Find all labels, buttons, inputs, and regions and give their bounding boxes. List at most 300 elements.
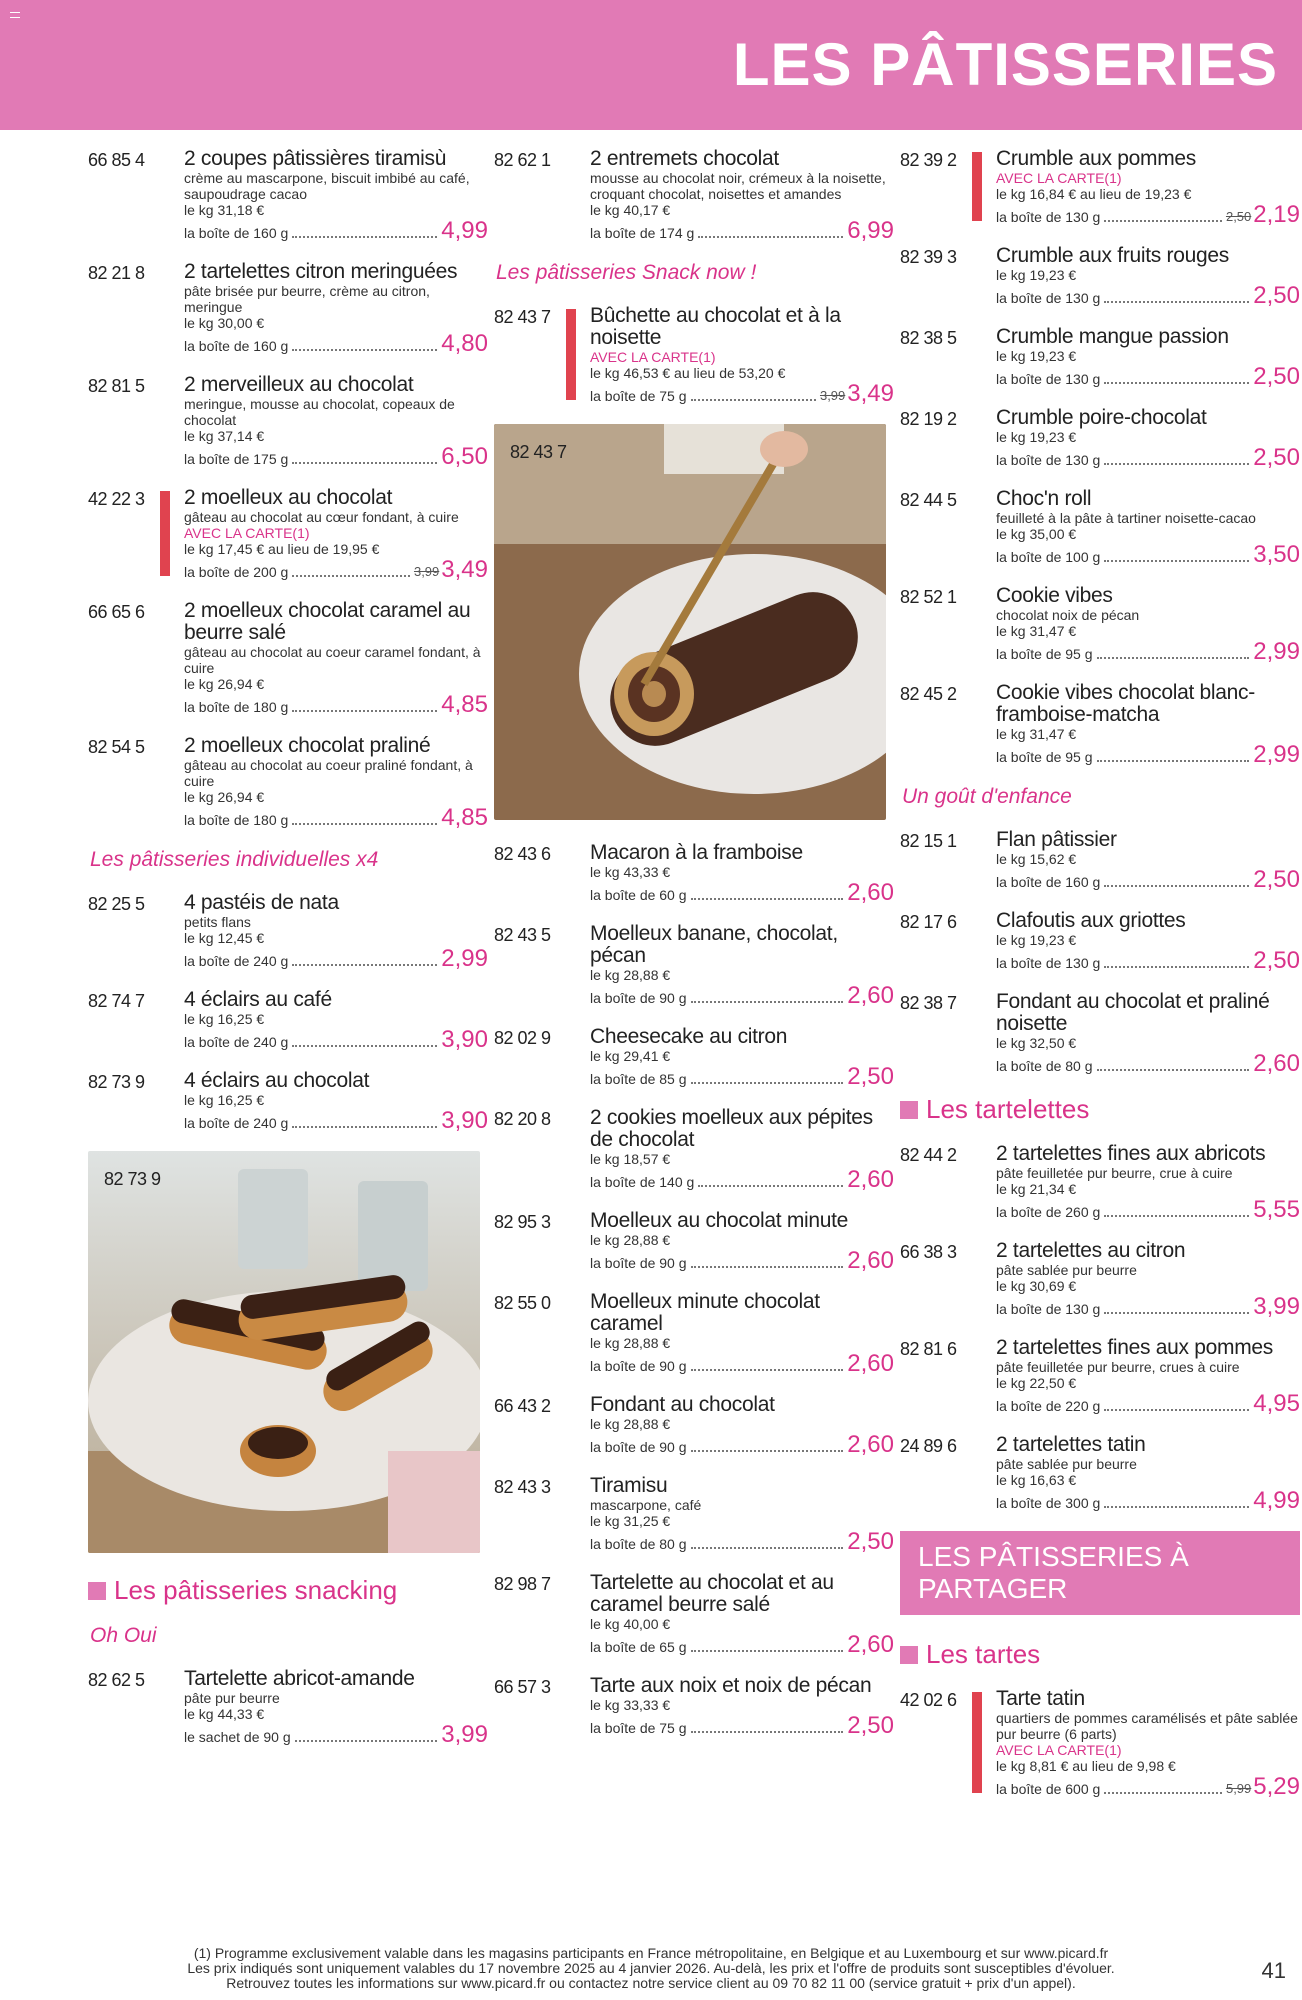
product-item <box>900 1337 1300 1416</box>
product-name: 2 tartelettes citron meringuées <box>184 260 458 283</box>
dot-leader <box>1104 220 1222 222</box>
product-code: 66 65 6 <box>88 602 145 622</box>
column-3 <box>900 148 1300 1817</box>
price-per-kg: le kg 12,45 € <box>184 930 265 946</box>
product-price: 2,50 <box>1253 444 1300 471</box>
product-code: 82 45 2 <box>900 684 957 704</box>
price-line <box>184 219 488 243</box>
package-size: la boîte de 95 g <box>996 646 1093 662</box>
product-code: 24 89 6 <box>900 1436 957 1456</box>
price-line <box>996 1392 1300 1416</box>
price-per-kg: le kg 16,84 € au lieu de 19,23 € <box>996 186 1192 202</box>
price-per-kg: le kg 31,25 € <box>590 1513 671 1529</box>
product-name: 2 tartelettes fines aux abricots <box>996 1142 1266 1165</box>
product-item <box>900 585 1300 664</box>
product-code: 66 85 4 <box>88 150 145 170</box>
loyalty-card-label: AVEC LA CARTE(1) <box>184 525 310 541</box>
product-price: 2,60 <box>847 1247 894 1274</box>
dot-leader <box>1104 1792 1222 1794</box>
product-name: 2 tartelettes tatin <box>996 1433 1146 1456</box>
product-item <box>494 1572 894 1657</box>
dot-leader <box>292 823 437 825</box>
package-size: la boîte de 60 g <box>590 887 687 903</box>
price-per-kg: le kg 30,69 € <box>996 1278 1077 1294</box>
product-name: 2 entremets chocolat <box>590 147 779 170</box>
dot-leader <box>1097 760 1250 762</box>
product-description: pâte sablée pur beurre <box>996 1456 1137 1472</box>
package-size: la boîte de 130 g <box>996 371 1101 387</box>
product-code: 82 43 5 <box>494 925 551 945</box>
price-per-kg: le kg 19,23 € <box>996 932 1077 948</box>
header-banner <box>0 0 1302 130</box>
product-code: 82 39 2 <box>900 150 957 170</box>
old-price: 3,99 <box>413 564 440 579</box>
product-code: 82 38 5 <box>900 328 957 348</box>
package-size: la boîte de 90 g <box>590 1439 687 1455</box>
price-line <box>996 1295 1300 1319</box>
product-description: mascarpone, café <box>590 1497 702 1513</box>
old-price: 2,50 <box>1225 209 1252 224</box>
price-line <box>590 1530 894 1554</box>
dot-leader <box>691 898 844 900</box>
product-name: 2 tartelettes au citron <box>996 1239 1186 1262</box>
product-code: 66 43 2 <box>494 1396 551 1416</box>
product-name: Crumble aux fruits rouges <box>996 244 1229 267</box>
price-line <box>184 806 488 830</box>
product-name: Bûchette au chocolat et à la noisette <box>590 304 841 349</box>
product-price: 4,85 <box>441 691 488 718</box>
product-code: 82 44 2 <box>900 1145 957 1165</box>
product-description: gâteau au chocolat au coeur caramel fondant, à cuire <box>184 644 481 676</box>
product-name: Crumble aux pommes <box>996 147 1197 170</box>
product-description: pâte brisée pur beurre, crème au citron, meringue <box>184 283 430 315</box>
product-price: 4,85 <box>441 804 488 831</box>
section-square-icon <box>88 1582 106 1600</box>
product-item <box>900 1143 1300 1222</box>
price-line <box>996 1775 1300 1799</box>
product-price: 2,50 <box>1253 282 1300 309</box>
product-code: 42 22 3 <box>88 489 145 509</box>
product-name: Crumble mangue passion <box>996 325 1229 348</box>
dot-leader <box>292 575 410 577</box>
package-size: la boîte de 200 g <box>184 564 289 580</box>
subsection-title: Un goût d'enfance <box>902 785 1072 808</box>
product-name: Moelleux au chocolat minute <box>590 1209 849 1232</box>
package-size: la boîte de 300 g <box>996 1495 1101 1511</box>
package-size: la boîte de 90 g <box>590 1255 687 1271</box>
product-price: 4,80 <box>441 330 488 357</box>
price-line <box>590 881 894 905</box>
dot-leader <box>691 1369 844 1371</box>
product-name: 2 merveilleux au chocolat <box>184 373 414 396</box>
footer-notes <box>0 1946 1302 1991</box>
price-per-kg: le kg 29,41 € <box>590 1048 671 1064</box>
product-code: 82 54 5 <box>88 737 145 757</box>
product-name: Tartelette abricot-amande <box>184 1667 415 1690</box>
dot-leader <box>1104 560 1249 562</box>
price-line <box>590 1433 894 1457</box>
product-code: 66 38 3 <box>900 1242 957 1262</box>
product-item <box>900 407 1300 470</box>
loyalty-card-label: AVEC LA CARTE(1) <box>996 170 1122 186</box>
price-line <box>996 284 1300 308</box>
dot-leader <box>691 1650 844 1652</box>
dot-leader <box>691 399 816 401</box>
price-line <box>590 382 894 406</box>
package-size: la boîte de 180 g <box>184 699 289 715</box>
column-2 <box>494 148 894 1756</box>
section-title: Les pâtisseries snacking <box>114 1575 398 1605</box>
package-size: la boîte de 75 g <box>590 388 687 404</box>
dot-leader <box>1104 382 1249 384</box>
col2-group2 <box>494 305 894 406</box>
price-line <box>184 693 488 717</box>
package-size: la boîte de 130 g <box>996 452 1101 468</box>
product-price: 3,49 <box>441 556 488 583</box>
package-size: la boîte de 160 g <box>184 225 289 241</box>
price-per-kg: le kg 19,23 € <box>996 267 1077 283</box>
product-code: 82 73 9 <box>88 1072 145 1092</box>
product-name: 4 éclairs au café <box>184 988 332 1011</box>
package-size: la boîte de 140 g <box>590 1174 695 1190</box>
price-line <box>184 445 488 469</box>
product-name: Fondant au chocolat <box>590 1393 775 1416</box>
price-line <box>996 203 1300 227</box>
price-per-kg: le kg 40,00 € <box>590 1616 671 1632</box>
price-line <box>996 868 1300 892</box>
product-item <box>900 488 1300 567</box>
product-item <box>494 1475 894 1554</box>
product-item <box>494 923 894 1008</box>
product-name: Moelleux banane, chocolat, pécan <box>590 922 838 967</box>
product-item <box>900 991 1300 1076</box>
dot-leader <box>1104 1506 1249 1508</box>
product-description: meringue, mousse au chocolat, copeaux de chocolat <box>184 396 455 428</box>
column-1 <box>88 148 488 1765</box>
price-per-kg: le kg 30,00 € <box>184 315 265 331</box>
package-size: la boîte de 80 g <box>590 1536 687 1552</box>
price-per-kg: le kg 37,14 € <box>184 428 265 444</box>
price-line <box>996 543 1300 567</box>
col1-group3 <box>88 1668 488 1747</box>
product-description: crème au mascarpone, biscuit imbibé au café, saupoudrage cacao <box>184 170 470 202</box>
eclairs-photo <box>88 1151 480 1553</box>
product-price: 2,60 <box>847 1431 894 1458</box>
product-price: 2,99 <box>441 945 488 972</box>
product-name: 2 moelleux au chocolat <box>184 486 393 509</box>
subsection-title: Les pâtisseries Snack now ! <box>496 261 757 284</box>
dot-leader <box>1097 657 1250 659</box>
product-code: 82 81 6 <box>900 1339 957 1359</box>
product-code: 82 74 7 <box>88 991 145 1011</box>
product-price: 4,99 <box>1253 1487 1300 1514</box>
package-size: la boîte de 95 g <box>996 749 1093 765</box>
product-name: Tarte tatin <box>996 1687 1085 1710</box>
product-price: 3,49 <box>847 380 894 407</box>
package-size: la boîte de 65 g <box>590 1639 687 1655</box>
photo-product-code: 82 43 7 <box>510 442 567 462</box>
dot-leader <box>292 710 437 712</box>
product-description: pâte feuilletée pur beurre, crues à cuire <box>996 1359 1240 1375</box>
product-item <box>494 842 894 905</box>
product-name: Moelleux minute chocolat caramel <box>590 1290 820 1335</box>
price-line <box>996 365 1300 389</box>
price-per-kg: le kg 28,88 € <box>590 1335 671 1351</box>
product-name: 2 tartelettes fines aux pommes <box>996 1336 1273 1359</box>
price-line <box>996 1489 1300 1513</box>
dot-leader <box>691 1001 844 1003</box>
product-item <box>88 600 488 717</box>
photo-product-code: 82 73 9 <box>104 1169 161 1189</box>
product-code: 66 57 3 <box>494 1677 551 1697</box>
section-square-icon <box>900 1101 918 1119</box>
product-item <box>900 245 1300 308</box>
product-name: Tarte aux noix et noix de pécan <box>590 1674 872 1697</box>
package-size: la boîte de 600 g <box>996 1781 1101 1797</box>
package-size: la boîte de 240 g <box>184 1115 289 1131</box>
product-code: 82 19 2 <box>900 409 957 429</box>
old-price: 5,99 <box>1225 1781 1252 1796</box>
package-size: la boîte de 130 g <box>996 1301 1101 1317</box>
product-item <box>900 1434 1300 1513</box>
subsection-title: Les pâtisseries individuelles x4 <box>90 848 379 871</box>
product-price: 3,50 <box>1253 541 1300 568</box>
page-number: 41 <box>1261 1958 1286 1983</box>
partager-band: LES PÂTISSERIES À PARTAGER <box>900 1531 1300 1615</box>
product-description: chocolat noix de pécan <box>996 607 1140 623</box>
price-line <box>996 1052 1300 1076</box>
product-item <box>88 989 488 1052</box>
dot-leader <box>691 1547 844 1549</box>
package-size: la boîte de 85 g <box>590 1071 687 1087</box>
promo-bar <box>160 491 170 576</box>
product-price: 4,95 <box>1253 1390 1300 1417</box>
product-description: mousse au chocolat noir, crémeux à la noisette, croquant chocolat, noisettes et amandes <box>590 170 886 202</box>
product-price: 2,60 <box>847 879 894 906</box>
price-line <box>996 949 1300 973</box>
price-per-kg: le kg 28,88 € <box>590 1232 671 1248</box>
price-per-kg: le kg 26,94 € <box>184 789 265 805</box>
product-code: 82 81 5 <box>88 376 145 396</box>
product-price: 6,99 <box>847 217 894 244</box>
product-name: 2 cookies moelleux aux pépites de chocolat <box>590 1106 873 1151</box>
product-description: pâte feuilletée pur beurre, crue à cuire <box>996 1165 1233 1181</box>
price-line <box>590 1249 894 1273</box>
product-name: Tartelette au chocolat et au caramel beurre salé <box>590 1571 834 1616</box>
package-size: la boîte de 100 g <box>996 549 1101 565</box>
product-name: 2 coupes pâtissières tiramisù <box>184 147 447 170</box>
price-per-kg: le kg 31,47 € <box>996 726 1077 742</box>
package-size: la boîte de 90 g <box>590 990 687 1006</box>
page-title: LES PÂTISSERIES <box>732 31 1278 98</box>
dot-leader <box>1104 301 1249 303</box>
price-per-kg: le kg 33,33 € <box>590 1697 671 1713</box>
price-per-kg: le kg 18,57 € <box>590 1151 671 1167</box>
product-code: 82 43 7 <box>494 307 551 327</box>
price-per-kg: le kg 32,50 € <box>996 1035 1077 1051</box>
loyalty-card-label: AVEC LA CARTE(1) <box>590 349 716 365</box>
price-per-kg: le kg 43,33 € <box>590 864 671 880</box>
product-item <box>88 735 488 830</box>
product-description: gâteau au chocolat au coeur praliné fondant, à cuire <box>184 757 473 789</box>
product-name: 2 moelleux chocolat caramel au beurre salé <box>184 599 471 644</box>
product-name: Macaron à la framboise <box>590 841 803 864</box>
product-code: 82 20 8 <box>494 1109 551 1129</box>
product-code: 82 95 3 <box>494 1212 551 1232</box>
product-code: 82 44 5 <box>900 490 957 510</box>
product-item <box>88 374 488 469</box>
promo-bar <box>972 152 982 221</box>
product-item <box>88 148 488 243</box>
col3-group2 <box>900 829 1300 1076</box>
product-description: quartiers de pommes caramélisés et pâte sablée pur beurre (6 parts) <box>996 1710 1298 1742</box>
product-item <box>88 487 488 582</box>
footer-line: Les prix indiqués sont uniquement valables du 17 novembre 2025 au 4 janvier 2026. Au-delà, les prix et l'offre de produits sont susceptibles d'évoluer. <box>187 1960 1115 1976</box>
package-size: la boîte de 90 g <box>590 1358 687 1374</box>
price-line <box>184 1028 488 1052</box>
dot-leader <box>691 1731 844 1733</box>
price-line <box>996 640 1300 664</box>
package-size: la boîte de 130 g <box>996 209 1101 225</box>
price-per-kg: le kg 15,62 € <box>996 851 1077 867</box>
dot-leader <box>292 462 437 464</box>
section-title: Les tartes <box>926 1639 1041 1669</box>
promo-bar <box>566 309 576 400</box>
product-price: 6,50 <box>441 443 488 470</box>
product-code: 82 21 8 <box>88 263 145 283</box>
product-item <box>88 261 488 356</box>
product-name: Flan pâtissier <box>996 828 1117 851</box>
product-name: Tiramisu <box>590 1474 668 1497</box>
section-title: Les tartelettes <box>926 1094 1090 1124</box>
product-description: petits flans <box>184 914 251 930</box>
dot-leader <box>1104 1215 1249 1217</box>
product-item <box>494 1210 894 1273</box>
product-item <box>494 1675 894 1738</box>
product-item <box>900 326 1300 389</box>
product-item <box>900 1240 1300 1319</box>
price-line <box>590 1168 894 1192</box>
menu-icon <box>10 12 20 18</box>
dot-leader <box>1104 966 1249 968</box>
product-code: 82 62 1 <box>494 150 551 170</box>
product-price: 3,90 <box>441 1026 488 1053</box>
product-name: Cheesecake au citron <box>590 1025 788 1048</box>
price-per-kg: le kg 44,33 € <box>184 1706 265 1722</box>
price-per-kg: le kg 26,94 € <box>184 676 265 692</box>
product-item <box>88 1070 488 1133</box>
product-name: 2 moelleux chocolat praliné <box>184 734 431 757</box>
product-price: 3,90 <box>441 1107 488 1134</box>
product-price: 2,50 <box>847 1528 894 1555</box>
col2-group1 <box>494 148 894 243</box>
product-price: 5,29 <box>1253 1773 1300 1800</box>
price-line <box>996 1198 1300 1222</box>
dot-leader <box>292 349 437 351</box>
dot-leader <box>292 964 437 966</box>
package-size: la boîte de 220 g <box>996 1398 1101 1414</box>
product-item <box>494 1394 894 1457</box>
product-code: 82 38 7 <box>900 993 957 1013</box>
dot-leader <box>698 236 843 238</box>
promo-bar <box>972 1692 982 1793</box>
product-price: 2,50 <box>847 1712 894 1739</box>
dot-leader <box>698 1185 843 1187</box>
product-price: 3,99 <box>441 1721 488 1748</box>
product-price: 2,60 <box>847 982 894 1009</box>
product-name: 4 pastéis de nata <box>184 891 339 914</box>
product-code: 82 39 3 <box>900 247 957 267</box>
product-price: 2,99 <box>1253 638 1300 665</box>
product-item <box>900 148 1300 227</box>
buchette-image <box>494 424 886 820</box>
product-name: Fondant au chocolat et praliné noisette <box>996 990 1270 1035</box>
product-code: 42 02 6 <box>900 1690 957 1710</box>
product-name: Cookie vibes <box>996 584 1113 607</box>
product-name: Crumble poire-chocolat <box>996 406 1207 429</box>
package-size: la boîte de 260 g <box>996 1204 1101 1220</box>
price-per-kg: le kg 31,47 € <box>996 623 1077 639</box>
product-name: 4 éclairs au chocolat <box>184 1069 370 1092</box>
product-code: 82 25 5 <box>88 894 145 914</box>
price-per-kg: le kg 31,18 € <box>184 202 265 218</box>
price-per-kg: le kg 35,00 € <box>996 526 1077 542</box>
price-line <box>184 332 488 356</box>
product-description: pâte pur beurre <box>184 1690 280 1706</box>
price-line <box>590 219 894 243</box>
price-per-kg: le kg 40,17 € <box>590 202 671 218</box>
dot-leader <box>292 1045 437 1047</box>
price-per-kg: le kg 46,53 € au lieu de 53,20 € <box>590 365 786 381</box>
product-item <box>88 892 488 971</box>
dot-leader <box>295 1740 438 1742</box>
product-code: 82 15 1 <box>900 831 957 851</box>
product-name: Cookie vibes chocolat blanc-framboise-matcha <box>996 681 1255 726</box>
price-per-kg: le kg 28,88 € <box>590 1416 671 1432</box>
price-line <box>590 1065 894 1089</box>
price-line <box>590 1633 894 1657</box>
product-price: 2,50 <box>1253 866 1300 893</box>
product-price: 5,55 <box>1253 1196 1300 1223</box>
dot-leader <box>292 1126 437 1128</box>
col3-group4 <box>900 1688 1300 1799</box>
product-code: 82 43 3 <box>494 1477 551 1497</box>
price-line <box>996 446 1300 470</box>
product-item <box>494 148 894 243</box>
buchette-photo <box>494 424 886 820</box>
price-per-kg: le kg 8,81 € au lieu de 9,98 € <box>996 1758 1176 1774</box>
price-per-kg: le kg 21,34 € <box>996 1181 1077 1197</box>
product-price: 2,99 <box>1253 741 1300 768</box>
price-per-kg: le kg 17,45 € au lieu de 19,95 € <box>184 541 380 557</box>
loyalty-card-label: AVEC LA CARTE(1) <box>996 1742 1122 1758</box>
product-item <box>900 682 1300 767</box>
price-line <box>184 558 488 582</box>
price-line <box>590 1714 894 1738</box>
product-item <box>494 1291 894 1376</box>
price-line <box>590 984 894 1008</box>
dot-leader <box>691 1082 844 1084</box>
price-per-kg: le kg 19,23 € <box>996 348 1077 364</box>
package-size: la boîte de 180 g <box>184 812 289 828</box>
dot-leader <box>691 1266 844 1268</box>
package-size: le sachet de 90 g <box>184 1729 291 1745</box>
package-size: la boîte de 160 g <box>184 338 289 354</box>
product-item <box>494 1026 894 1089</box>
eclairs-image <box>88 1151 480 1553</box>
subsection-title: Oh Oui <box>90 1624 157 1647</box>
product-price: 2,19 <box>1253 201 1300 228</box>
